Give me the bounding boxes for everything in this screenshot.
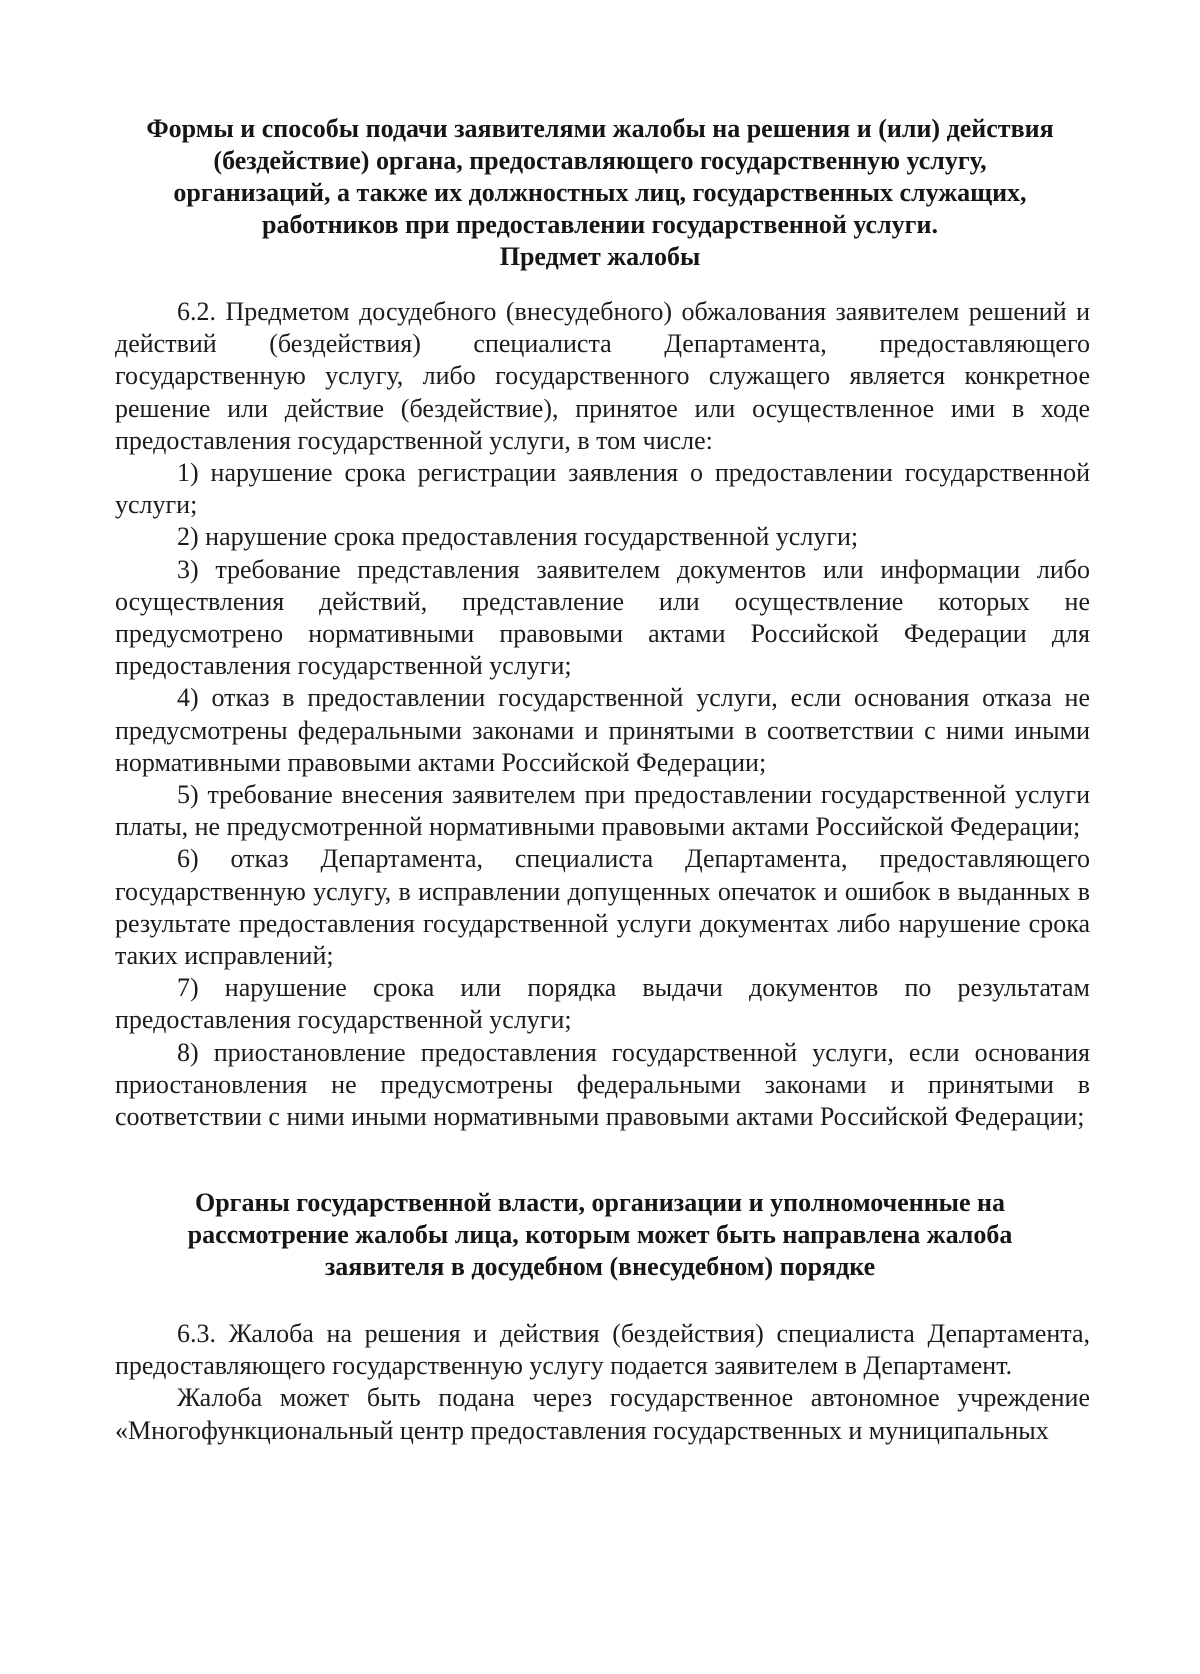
paragraph-6-2: 6.2. Предметом досудебного (внесудебного) обжалования заявителем решений и действий (бездействия) специалиста Департамента, предоставляющего государственную услугу, либо государственного служащего является конкретное решение или действие (бездействие), принятое или осуществленное ими в ходе предоставления государственной услуги, в том числе: (115, 297, 1090, 455)
section-2-body (115, 1318, 1090, 1447)
list-item-2: 2) нарушение срока предоставления государственной услуги; (177, 522, 859, 552)
heading-line: заявителя в досудебном (внесудебном) порядке (324, 1252, 876, 1281)
list-item-8: 8) приостановление предоставления государственной услуги, если основания приостановления не предусмотрены федеральными законами и принятыми в соответствии с ними иными нормативными правовыми актами Российской Федерации; (115, 1037, 1090, 1132)
list-item-7: 7) нарушение срока или порядка выдачи документов по результатам предоставления государственной услуги; (115, 973, 1090, 1035)
heading-line: рассмотрение жалобы лица, которым может быть направлена жалоба (187, 1220, 1013, 1249)
list-item-1: 1) нарушение срока регистрации заявления о предоставлении государственной услуги; (115, 458, 1090, 520)
section-1-heading (100, 113, 1100, 273)
heading-line: работников при предоставлении государственной услуги. (262, 210, 938, 239)
list-item-4: 4) отказ в предоставлении государственной услуги, если основания отказа не предусмотрены федеральными законами и принятыми в соответствии с ними иными нормативными правовыми актами Российской Федерации; (115, 683, 1090, 777)
paragraph-6-3: 6.3. Жалоба на решения и действия (бездействия) специалиста Департамента, предоставляющего государственную услугу подается заявителем в Департамент. (115, 1319, 1090, 1381)
list-item-6: 6) отказ Департамента, специалиста Департамента, предоставляющего государственную услугу, в исправлении допущенных опечаток и ошибок в выданных в результате предоставления государственной услуги документах либо нарушение срока таких исправлений; (115, 844, 1090, 971)
heading-subtitle: Предмет жалобы (499, 242, 701, 271)
heading-line: организаций, а также их должностных лиц, государственных служащих, (173, 178, 1027, 207)
heading-line: Формы и способы подачи заявителями жалобы на решения и (или) действия (146, 114, 1054, 143)
paragraph-mfc: Жалоба может быть подана через государственное автономное учреждение «Многофункциональный центр предоставления государственных и муниципальных (115, 1383, 1090, 1445)
heading-line: Органы государственной власти, организации и уполномоченные на (195, 1188, 1005, 1217)
list-item-5: 5) требование внесения заявителем при предоставлении государственной услуги платы, не предусмотренной нормативными правовыми актами Российской Федерации; (115, 780, 1090, 842)
list-item-3: 3) требование представления заявителем документов или информации либо осуществления действий, представление или осуществление которых не предусмотрено нормативными правовыми актами Российской Федерации для предоставления государственной услуги; (115, 554, 1090, 681)
section-2-heading (100, 1187, 1100, 1283)
heading-line: (бездействие) органа, предоставляющего государственную услугу, (213, 146, 987, 175)
section-1-body (115, 296, 1090, 1133)
